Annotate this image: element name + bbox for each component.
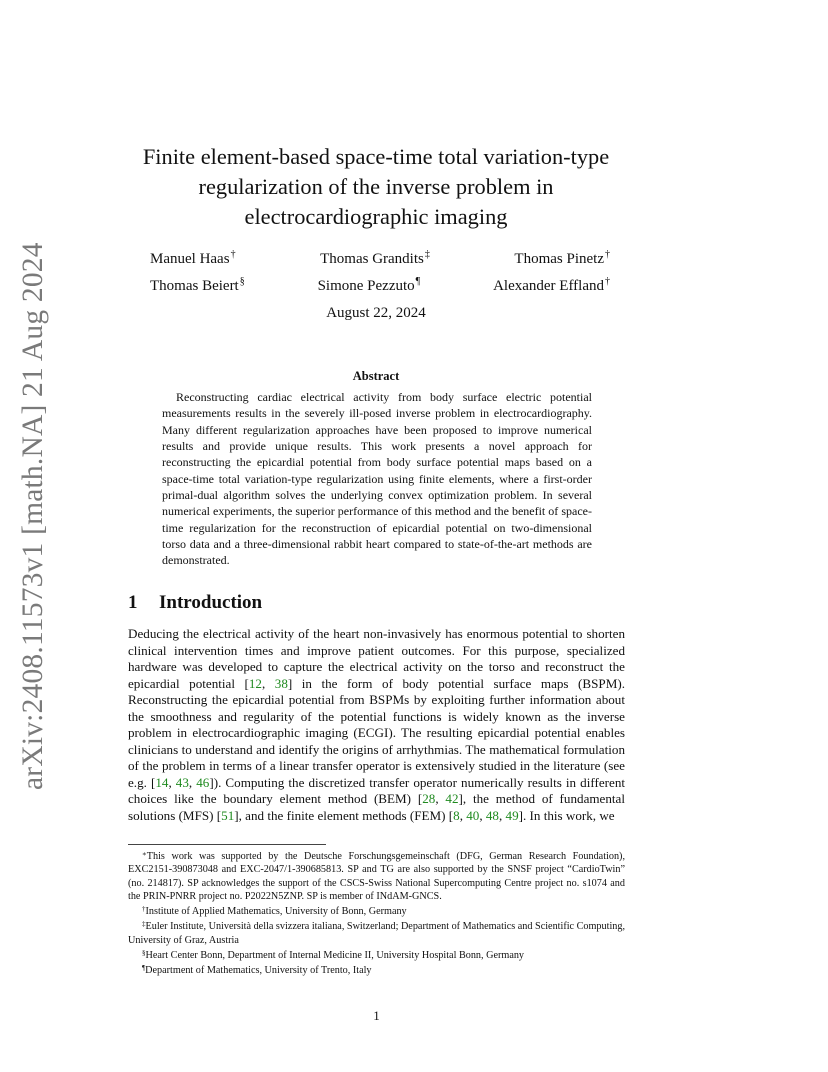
paragraph-text: Deducing the electrical activity of the heart non-invasively has enormous potential to shorten clinical intervention times and improve patient outcomes. For this purpose, specialized hardware was developed to capture the electrical activity on the torso and reconstruct the epicardial potential [	[128, 626, 625, 691]
paragraph-text: ,	[479, 808, 486, 824]
citation-link[interactable]: 43	[175, 774, 189, 790]
footnote-mark: ‡	[142, 920, 146, 929]
footnote-text: Heart Center Bonn, Department of Internal Medicine II, University Hospital Bonn, Germany	[145, 949, 525, 961]
citation-link[interactable]: 8	[453, 808, 460, 824]
footnote-text: Institute of Applied Mathematics, University of Bonn, Germany	[145, 906, 407, 917]
footnote-mark: ∗	[142, 850, 147, 858]
citation-link[interactable]: 49	[505, 808, 519, 824]
citation-link[interactable]: 42	[445, 791, 459, 807]
affiliation-mark: ¶	[415, 276, 421, 287]
author	[318, 272, 421, 299]
citation-link[interactable]: 48	[485, 808, 499, 824]
footnote-mark: §	[142, 948, 146, 957]
author-list	[150, 245, 610, 299]
introduction-body	[128, 626, 625, 825]
footnote-mark: †	[142, 905, 146, 913]
affiliation-mark: †	[605, 249, 610, 260]
affiliation-mark: †	[230, 249, 236, 260]
citation-link[interactable]: 28	[422, 791, 436, 807]
title-line: regularization of the inverse problem in	[198, 174, 554, 199]
author-name: Thomas Beiert	[150, 278, 239, 294]
title-line: electrocardiographic imaging	[244, 204, 508, 229]
author	[150, 245, 236, 272]
affiliation-mark: ‡	[424, 249, 430, 260]
author-name: Alexander Effland	[493, 278, 604, 294]
paragraph-text: ,	[188, 774, 197, 790]
paragraph-text: ,	[498, 808, 506, 824]
paragraph-text: ] in the form of body potential surface maps (BSPM). Reconstructing the epicardial potential from BSPMs by exploiting further information about the smoothness and regularity of the potential functions is widely known as the inverse problem in electrocardiographic imaging (ECGI). The resulting epicardial potential enables clinicians to understand and identify the origins of arrhythmias. The mathematical formulation of the problem in terms of a linear transfer operator is extensively studied in the literature (see e.g. [	[128, 675, 625, 790]
introduction-paragraph	[128, 626, 625, 825]
paragraph-text: ,	[435, 791, 446, 807]
affiliation-mark: †	[605, 276, 610, 287]
paragraph-text: ]. In this work, we	[518, 808, 615, 824]
paragraph-text: ,	[168, 774, 176, 790]
paragraph-text: ], and the finite element methods (FEM) [	[234, 808, 454, 824]
page-number: 1	[373, 1008, 380, 1023]
footnote	[128, 848, 625, 903]
author	[320, 245, 430, 272]
paper-title	[128, 142, 624, 232]
paragraph-text: ,	[261, 675, 275, 691]
paragraph-text: ], the method of fundamental solutions (MFS) [	[128, 791, 626, 824]
footnote-text: Euler Institute, Università della svizzera italiana, Switzerland; Department of Mathematics and Scientific Computing, University of Graz, Austria	[128, 921, 626, 946]
author-name: Manuel Haas	[150, 251, 230, 267]
author	[514, 245, 610, 272]
section-number: 1	[128, 592, 138, 613]
citation-link[interactable]: 40	[466, 808, 480, 824]
author-name: Simone Pezzuto	[317, 278, 415, 294]
publication-date: August 22, 2024	[326, 305, 426, 321]
citation-link[interactable]: 51	[221, 808, 235, 824]
citation-link[interactable]: 12	[248, 675, 262, 691]
affiliation-mark: §	[239, 276, 245, 287]
citation-link[interactable]: 38	[274, 675, 288, 691]
author	[493, 272, 610, 299]
footnote-divider	[128, 844, 326, 845]
arxiv-identifier-stamp: arXiv:2408.11573v1 [math.NA] 21 Aug 2024	[17, 242, 49, 790]
paragraph-text: ,	[459, 808, 467, 824]
title-line: Finite element-based space-time total variation-type	[142, 144, 610, 169]
citation-link[interactable]: 46	[196, 774, 210, 790]
author-row	[150, 272, 610, 299]
author-name: Thomas Grandits	[320, 251, 424, 267]
footnote	[128, 918, 625, 947]
footnote-mark: ¶	[142, 964, 146, 972]
author-row	[150, 245, 610, 272]
footnote	[128, 947, 625, 962]
footnotes	[128, 848, 625, 977]
footnote	[128, 962, 625, 977]
author-name: Thomas Pinetz	[514, 251, 604, 267]
abstract-body	[162, 389, 592, 569]
section-heading	[128, 592, 262, 614]
author	[150, 272, 245, 299]
citation-link[interactable]: 14	[155, 774, 169, 790]
footnote-text: This work was supported by the Deutsche Forschungsgemeinschaft (DFG, German Research Foundation), EXC2151-390873048 and EXC-2047/1-390685813. SP and TG are also supported by the SNSF project “CardioTwin” (no. 214817). SP acknowledges the support of the CSCS-Swiss National Supercomputing Centre project no. s1074 and the PRIN-PNRR project no. P2022N5ZNP. SP is member of INdAM-GNCS.	[128, 851, 625, 902]
section-title: Introduction	[159, 592, 263, 613]
paragraph-text: ]). Computing the discretized transfer operator numerically results in different choices like the boundary element method (BEM) [	[128, 774, 626, 807]
footnote	[128, 903, 625, 918]
abstract-paragraph: Reconstructing cardiac electrical activity from body surface electric potential measurements results in the severely ill-posed inverse problem in electrocardiography. Many different regularization approaches have been proposed to improve numerical results and provide unique results. This work presents a novel approach for reconstructing the epicardial potential from body surface potential maps based on a space-time total variation-type regularization using finite elements, where a first-order primal-dual algorithm solves the underlying convex optimization problem. In several numerical experiments, the superior performance of this method and the benefit of space-time regularization for the reconstruction of epicardial potential on two-dimensional torso data and a three-dimensional rabbit heart compared to state-of-the-art methods are demonstrated.	[162, 390, 592, 568]
abstract-heading: Abstract	[352, 369, 400, 383]
footnote-text: Department of Mathematics, University of Trento, Italy	[145, 965, 372, 976]
